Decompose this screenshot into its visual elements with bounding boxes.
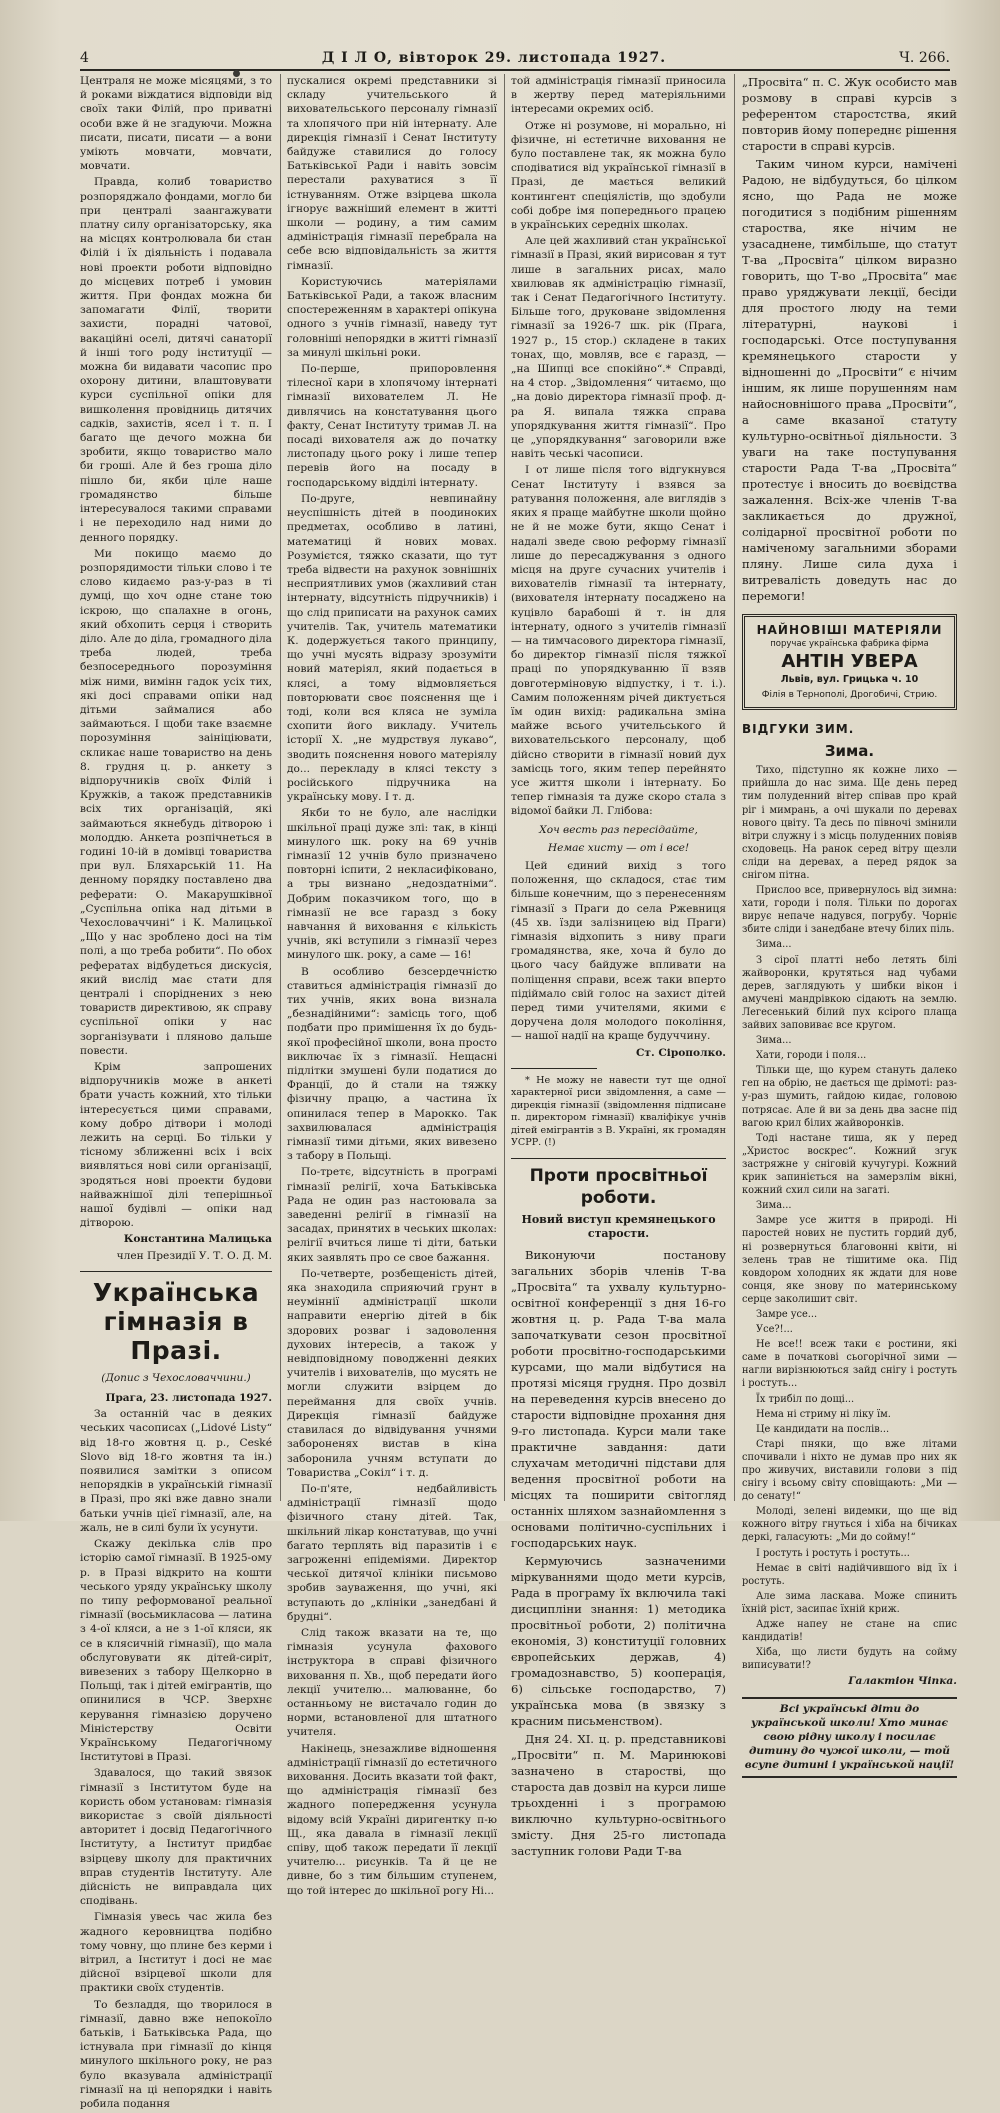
paragraph: Замре усе життя в природі. Ні паростей нових не пустить гордий дуб, ні розвернуться благовонні квіти, ні зелень трав не тішитиме ока. Під ковдором холодних як ждати для нове сонця, яке знову по материнському серце заколишит свiт.: [742, 1215, 957, 1305]
paragraph: Тоді настане тиша, як у перед „Христос воскрес“. Кожний згук застряжне у сніговій кучугурі. Кожний крик запиніється на замерзлім вікні, кожний схил сили на загаті.: [742, 1132, 957, 1197]
paragraph: Молоді, зелені видемки, що ще від кожного вітру гнуться і хіба на бічиках деркі, галасують: „Ми до сойму!“: [742, 1506, 957, 1544]
paragraph: Гімназія увесь час жила без жадного керовництва подібно тому човну, що плине без керми і вітрил, а Інститут і досі не має дійсної взірцевої школи для практики своїх студентів.: [80, 1911, 272, 1995]
paragraph: Зима...: [756, 1200, 792, 1212]
paragraph: По-четверте, розбещеність дітей, яка знаходила сприяючий грунт в неуміннії адміністрації школи направити енергію дітей в бік здорових розваг і задоволення духових інтересів, а також у невідповідному поводженні деяких учителів і вихователів, що мусять не могли служити взірцем до переймання для своїх учнів. Дирекція гімназії байдуже ставилася до відвідування учнями забороненях вистав в кіна заборонила учням вступати до Товариства „Сокіл“ і т. д.: [287, 1267, 497, 1479]
paragraph: Замре усе...: [756, 1308, 818, 1320]
paragraph: Нема ні стриму ні ліку їм.: [756, 1408, 891, 1420]
quote-line: Хоч весть раз пересідайте,: [539, 823, 698, 836]
paragraph: Це кандидати на послів...: [756, 1423, 890, 1435]
author-signature: Константина Малицька: [123, 1233, 272, 1246]
column-divider: [504, 74, 505, 1501]
ad-branches: Філія в Тернополі, Дрогобичі, Стрию.: [761, 689, 938, 700]
paragraph: Ми покищо маємо до розпорядимости тільки слово і те слово кидаємо раз-у-раз в ті думці, що хоч одне стане тою іскрою, що спалахне в огонь, який обхопить серця і створить діло. Але до діла, громадного діла треба людей, треба безпосереднього порозуміння між ними, вимінн гадок усіх тих, які досі справами опіки над дітьми займалися або займаються. І щоби таке взаємне порозуміння заініціювати, скликає наше товариство на день 8. грудня ц. р. анкету з відпоручників своїх Філій і Кружків, а також представників всіх тих організацій, які займаються якнебудь дітворою і молоддю. Анкета розпічнеться в годині 10-ій в домівці товариства при вул. Бляхарській 11. На денному порядку поставлено два реферати: О. Макарушківної „Суспільна опіка над дітьми в Чехословаччині“ і К. Малицької „Що у нас зроблено досі на тім полі, а що треба робити“. По обох рефератах відбудеться дискусія, який вислід має стати для централі і споріднених з нею товариств директивою, як справу суспільної опіки у нас зорганізувати і пляново дальше повести.: [80, 547, 272, 1057]
column-2: [287, 74, 497, 1900]
paragraph: Усе?!...: [756, 1324, 793, 1336]
dateline: Прага, 23. листопада 1927.: [105, 1392, 272, 1405]
paragraph: В особливо безсердечністю ставиться адміністрація гімназії до тих учнів, яких вона визнала „безнадійними“: замісць того, щоб подбати про примішення їх до будь-якої професійної школи, вона просто виключає їх з гімназії. Нещасні підлітки змушені були податися до Франції, до й стали на тяжку фізичну працю, а частина їх опинилася тепер в Марокко. Так захвилювалася адміністрація гімназії тими дітьми, яких вивезено з табору в Польщі.: [287, 965, 497, 1163]
footnote-rule: [511, 1068, 597, 1069]
section-heading: ВІДГУКИ ЗИМ.: [742, 721, 855, 736]
paragraph: Хати, городи і поля...: [756, 1050, 867, 1062]
footnote: * Не можу не навести тут ще одної характерної риси звідомлення, а саме — дирекція гімназії (звідомлення підписане п. директором гімназії) кваліфікує учнів дітей емігрантів з В. Україні, як громадян УСРР. (!): [511, 1074, 726, 1149]
article-headline: Проти просвітньої роботи.: [529, 1165, 708, 1208]
paragraph: По-п'яте, недбайливість адміністрації гімназії щодо фізичного стану дітей. Так, шкільний лікар констатував, що учні багато терплять від паразитів і є загроженні епідеміями. Директор чеської дитячої клініки письмово зробив зауваження, що учні, які вступають до „клініки „занедбані й брудні“.: [287, 1482, 497, 1623]
paragraph: І ростуть і ростуть і ростуть...: [756, 1547, 910, 1559]
article-subtitle: (Допис з Чехословаччини.): [101, 1371, 251, 1384]
paragraph: Тільки ще, що курем стануть далеко геп на обрію, не дається ще дрімоті: раз-у-раз шумить, гайдою кидає, головою потрясає. Але й ви за день два засне під вагою крил білих жайворонків.: [742, 1065, 957, 1129]
appeal-box: Всі українські діти до українськой школи! Хто минає свою рідну школу і посилає дитину до чужої школи, — той всупе дитині і українськой нації!: [742, 1697, 957, 1778]
paragraph: Правда, колиб товариство розпоряджало фондами, могло би при централі заангажувати платну силу організаторську, яка на місцях контролювала би стан Філій і їх діяльність і подавала нові проекти роботи відповідно до місцевих потреб і умовин життя. При фондах можна би запомагати Філії, творити захисти, порадні чатової, вакаційні оселі, дитячі санаторії й інші того роду інституції — можна би видавати часопис про охорону дитини, влаштовувати курси суспільної опіки для вишколення провідниць дитячих садків, захистів, ясел і т. п. І багато ще дечого можна би зробити, якщо товариство мало би гроші. Але й без гроша діло пішло би, якби ціле наше громадянство більше інтересувалося такими справами і не переходило над ними до денного порядку.: [80, 176, 272, 544]
ad-subline: поручає українська фабрика фірма: [770, 639, 929, 650]
paragraph: Таким чином курси, намічені Радою, не відбудуться, бо цілком ясно, що Рада не може погодитися з подібним рішенням староства, яке нічим не узасаднене, тимбільше, що статут Т-ва „Просвіта“ цілком виразно говорить, що Т-во „Просвіта“ має право уряджувати лекції, бесіди для простого люду на теми літературні, наукові і господарські. Отсе поступування кремянецького старости у відношенні до „Просвіти“ є нічим іншим, як лише порушенням нам найосновнішого права „Просвіти“, а саме вказаної статуту культурно-освітньої діяльности. З уваги на таке поступування старости Рада Т-ва „Просвіта“ протестує і вносить до воєвідства зажалення. Всіх-же членів Т-ва закликається до дружної, солідарної просвітної роботи по наміченому загальними зборами пляну. Лише сила духа і витревалість доведуть нас до перемоги!: [742, 157, 957, 603]
article-headline: Українська гімназія в Празі.: [92, 1277, 260, 1365]
paragraph: Користуючись матеріялами Батьківської Ради, а також власним спостереженням в характері опікуна одного з учнів гімназії, наведу тут головніші непорядки в житті гімназії за минулі шкільні роки.: [287, 275, 497, 359]
paragraph: Скажу декілька слів про історію самої гімназії. В 1925-ому р. в Празі відкрито на кошти чеського уряду українську школу по типу реформованої реальної гімназії (восьмикласова — латина з 4-ої кляси, а не з 1-ої кляси, як се в клясичній гімназії), що мала обслуговувати як дітей-сиріт, вивезених з табору Щелкорно в Польщі, так і дітей емігрантів, що опинилися в ЧСР. Зверхнє керування гімназією доручено Міністерству Освіти Українському Педагогічному Інститутові в Празі.: [80, 1538, 272, 1764]
paragraph: Цей єдиний вихід з того положення, що складося, стає тим більше конечним, що з перенесенням гімназії з Праги до села Ржевниця (45 хв. їзди залізницею від Праги) гімназія відхопить з ниву праги громадянства, яке, хоча й було до цього часу байдуже впливати на поліщення справи, всеж таки вперто підіймало свій голос на захист дітей перед тими учителями, якими є доручена доля молодого покоління, — нашої надії на краще будуччину.: [511, 859, 726, 1043]
column-3: [511, 74, 726, 1861]
paragraph: Зима...: [756, 1035, 792, 1047]
paragraph: По-перше, припоровлення тілесної кари в хлопячому інтернаті гімназії вихователем Л. Не дивлячись на констатування цього факту, Сенат Інституту тримав Л. на посаді вихователя аж до початку листопаду цього року і лише тепер перевів його на посаду в господарському відділі інтернату.: [287, 363, 497, 489]
paragraph: Але зима ласкава. Може спинить їхній ріст, засипає їхній криж.: [742, 1590, 957, 1615]
paragraph: Отже ні розумове, ні морально, ні фізичне, ні естетичне виховання не було поставлене так, як можна було сподіватися від української гімназії в Празі, де мається великий контингент спеціялістів, що здобули собі добре імя попереднього працею в українських середніх школах.: [511, 119, 726, 232]
paragraph: пускалися окремі представники зі складу учительського й виховательського персоналу гімназії та хлопячого при ній інтернату. Але дирекція гімназії і Сенат Інституту байдуже ставилися до голосу Батьківської Ради і навіть зовсім перестали рахуватися з її істнуванням. Отже взірцева школа ігнорує важніший елемент в житті школи — родину, а тим самим адміністрація гімназії перебрала на себе всю відповідальність за життя гімназії.: [287, 75, 497, 272]
paragraph: Якби то не було, але наслідки шкільної праці дуже злі: так, в кінці минулого шк. року на 69 учнів гімназії 12 учнів було призначено повторні іспити, 2 некласифіковано, а тры визнано „недоздатніми“. Добрим показчиком того, що в гімназії не все гаразд з боку навчання й виховання є кількість учнів, які вступили з гімназії через минулого шк. року, а саме — 16!: [287, 807, 497, 962]
article-subtitle: Новий виступ кремянецького старости.: [521, 1212, 716, 1241]
paragraph: Слід також вказати на те, що гімназія усунула фахового інструктора в справі фізичного виховання п. Хв., щоб передати його лекції учителю... малюванне, бо останньому не вистачало годин до норми, встановленої для штатного учителя.: [287, 1626, 497, 1739]
paragraph: Крім запрошених відпоручників може в анкеті брати участь кожний, хто тільки інтересується цими справами, кому добро дітвори і молоді лежить на серці. Бо тільки у тісному зближенні всіх і всіх виявляться нові сили організації, зродяться нові проекти будови найважнішої ділі теперішньої нашої будівлі — опіки над дітворою.: [80, 1061, 272, 1230]
issue-number: Ч. 266.: [899, 50, 950, 66]
paragraph: Дня 24. XI. ц. р. представникові „Просвіти“ п. М. Маринюкові зазначено в старостві, що староста дав дозвіл на курси лише трьохденні і з програмою виключно культурно-освітнього змісту. Дня 25-го листопада заступник голови Ради Т-ва: [511, 1732, 726, 1859]
paragraph: І от лише після того відгукнувся Сенат Інституту і взявся за ратування положення, але виглядів з яких я праще майбутне школи щойно не й не може бути, якщо Сенат і надалі зведе свою реформу гімназії лише до пересаджування з одного місця на друге сучасних учителів і вихователів гімназії та інтернату, (вихователя інтернату посаджено на куцівло барабоші й т. ін для інтернату, одного з учителів гімназії — на тимчасового директора гімназії, бо директор гімназії після тяжкої праці по упорядкуванню її взяв довготерміновую відпустку, і т. і.). Самим положенням річей диктується їм один вихід: радикальна зміна майже всього учительського й виховательського персоналу, щоб дійсно створити в гімназії новий дух замісць того, яким тепер перейнято усе життя школи і інтернату. Бо тепер гімназія та дуже скоро стала з відомої байки Л. Глібова:: [511, 464, 726, 818]
paragraph: По-друге, невпинайну неуспішність дітей в поодиноких предметах, особливо в латині, математиці й нових мовах. Розумієтся, тяжко сказати, що тут треба відвести на рахунок зовнішніх несприятливих умов (жахливий стан інтернату, відсутність підручників) і що слід приписати на рахунок самих учителів. Так, учитель математики К. додержується такого принципу, що учні мусять відразу зрозуміти новий матеріял, який подається в клясі, а тому відмовляється повторювати своє пояснення ще і тоді, коли вся кляса не зуміла схопити його викладу. Учитель історії Х. „не мудрствуя лукаво“, зводить пояснення нового матеріялу до... перекладу в клясі тексту з російського підручника на українську мову. І т. д.: [287, 492, 497, 804]
page-number: 4: [80, 50, 89, 66]
article-separator: [80, 1271, 272, 1272]
paragraph: Хіба, що листи будуть на сойму виписувати!?: [742, 1647, 957, 1672]
paragraph: Прислоо все, привернулось від зимна: хати, городи і поля. Тільки по дорогах вирує непаче надувся, погрубу. Чорніє збите сліди і занедбане втечу білих піль.: [742, 885, 957, 936]
paragraph: той адміністрація гімназії приносила в жертву перед матеріяльними інтересами окремих осіб.: [511, 75, 726, 116]
paragraph: Зима...: [756, 939, 792, 951]
ad-company: АНТІН УВЕРА: [781, 651, 918, 673]
article-separator: [511, 1158, 726, 1159]
article-headline: Зима.: [824, 742, 875, 761]
paragraph: Немає в світі надійчившого від їх і ростуть.: [742, 1562, 957, 1587]
paragraph: Здавалося, що такий звязок гімназії з Інститутом буде на користь обом установам: гімназія використає з своїй діяльності авторитет і досвід Педагогічного Інституту, а Інститут придбає взірцеву школу для практичних вправ студентів Інституту. Але дійсність не виправдала цих сподівань.: [80, 1767, 272, 1908]
ad-address: Львів, вул. Грицька ч. 10: [780, 674, 919, 686]
paragraph: То безладдя, що творилося в гімназії, давно вже непокоїло батьків, і Батьківська Рада, що істнувала при гімназії до кінця минулого шкільного року, не раз було вказувала адміністрації гімназії на ці непорядки і навіть робила подання: [80, 1998, 272, 2111]
author-signature: Галактіон Чіпка.: [848, 1675, 957, 1688]
column-divider: [734, 74, 735, 1501]
column-1: [80, 74, 272, 2113]
paragraph: Тихо, підступно як кожне лихо — прийшла до нас зима. Ще день перед тим полуденний вітер співав про край ріг і мимрань, а очі шукали по деревах нового цвіту. Та десь по півночі змінили вітри служну і з місць полуденних повіяв сходовець. На ранок серед вітру щезли сліди на деревах, а перед рядок за снігом пітна.: [742, 765, 957, 881]
paragraph: „Просвіта“ п. С. Жук особисто мав розмову в справі курсів з референтом старостства, який повторив йому попереднє рішення старости в справі курсів.: [742, 75, 957, 153]
paragraph: Старі пняки, що вже літами спочивали і ніхто не думав про них як про живучих, виставили голови з під снігу і всьому світу сповіщають: „Ми — до сенату!“: [742, 1438, 957, 1503]
column-divider: [280, 74, 281, 1501]
quote-line: Немає хисту — от і все!: [547, 841, 690, 854]
article-body: [511, 1247, 726, 1859]
newspaper-title-date: Д І Л О, вівторок 29. листопада 1927.: [321, 50, 667, 66]
paragraph: Централя не може місяцями, з то й роками віждатися відповіди від своїх таки Філій, про приватні особи вже й не згадуючи. Можна писати, писати, писати — а вони уміють мовчати, мовчати, мовчати.: [80, 75, 272, 173]
author-signature: Ст. Сірополко.: [636, 1046, 726, 1059]
paragraph: Кермуючись зазначеними міркуваннями щодо мети курсів, Рада в програму їх включила такі дисципліни знання: 1) методика просвітньої роботи, 2) політична економія, 3) конституції головних європейських держав, 4) громадознавство, 5) кооперація, 6) сільське господарство, 7) українська мова (в звязку з красним письменством).: [511, 1554, 726, 1729]
paragraph: Не все!! всеж таки є ростини, які саме в початкові сьогорічної зими — нагли вирізнюються зайд снігу і ростуть і ростуть...: [742, 1339, 957, 1390]
article-continuation: [742, 74, 957, 604]
paragraph: Виконуючи постанову загальних зборів членів Т-ва „Просвіта“ та ухвалу культурно-освітної конференції з дня 16-го жовтня ц. р. Рада Т-ва мала започаткувати сезон просвітної роботи просвітно-господарськими курсами, що мали відбутися на протязі місяця грудня. Про дозвіл на переведення курсів внесено до старости відповідне прохання дня 9-го листопада. Курси мали таке практичне завдання: дати слухачам методичні підстави для ведення просвітної роботи на місцях та поширити світогляд останніх шляхом зазнайомлення з основами політично-суспільних і господарських наук.: [511, 1248, 726, 1551]
ad-headline: НАЙНОВІШІ МАТЕРІЯЛИ: [756, 623, 943, 637]
paragraph: Їх трибіл по дощі...: [756, 1393, 855, 1405]
paragraph: За останній час в деяких чеських часописах („Lidové Listy“ від 18-го жовтня ц. р., Ceské Slovo від 18-го жовтня та ін.) появилися замітки з описом непорядків в українській гімназії в Празі, про які вже давно знали батьки учнів цієї гімназії, але, на жаль, не в силі були їх усунути.: [80, 1408, 272, 1534]
feuilleton-body: [742, 764, 957, 1672]
column-4: [742, 74, 957, 1778]
paragraph: Накінець, знезажливе відношення адміністрації гімназії до естетичного виховання. Досить вказати той факт, що адміністрація гімназії без жадного попередження усунула відому всій Україні диригентку п-ю Щ., яка давала в гімназії лекції співу, щоб також передати її лекції учителю... рисунків. Та й це не дивне, бо з тим більшим ступенем, що той інтерес до шкільної рогу Ні...: [287, 1742, 497, 1897]
masthead: [80, 40, 950, 71]
paragraph: Адже напеу не стане на спис кандидатів!: [742, 1619, 957, 1644]
paragraph: З сірої платті небо летять білі жайворонки, крутяться над чубами дерев, заглядують у шибки вікон і амучені мандрівкою сідають на землю. Легесенький білий пух ксірого плаща зайвих заповиває все кругом.: [742, 954, 957, 1031]
paragraph: По-третє, відсутність в програмі гімназії релігії, хоча Батьківська Рада не один раз настоювала за заведенні релігії в гімназії на засадах, принятих в чеських школах: релігії вчиться лише ті діти, батьки яких заявлять про се свое бажання.: [287, 1166, 497, 1264]
author-role: член Президії У. Т. О. Д. М.: [116, 1249, 272, 1262]
paragraph: Але цей жахливий стан української гімназії в Празі, який вирисован я тут лише в загальних рисах, мало хвилював як адміністрацію гімназії, так і Сенат Педагогічного Інституту. Більше того, друковане звідомлення гімназії за 1926-7 шк. рік (Прага, 1927 р., 15 стор.) складене в таких тонах, що, мовляв, все є гаразд, — „на Шипці все спокійно“.* Справді, на 4 стор. „Звідомлення“ читаємо, що „на довіо директора гімназії проф. д-ра Я. випала тяжка справа упорядкування життя гімназії“. Про це „упорядкування“ заговорили вже навіть чеські часописи.: [511, 235, 726, 461]
advertisement: [742, 614, 957, 710]
